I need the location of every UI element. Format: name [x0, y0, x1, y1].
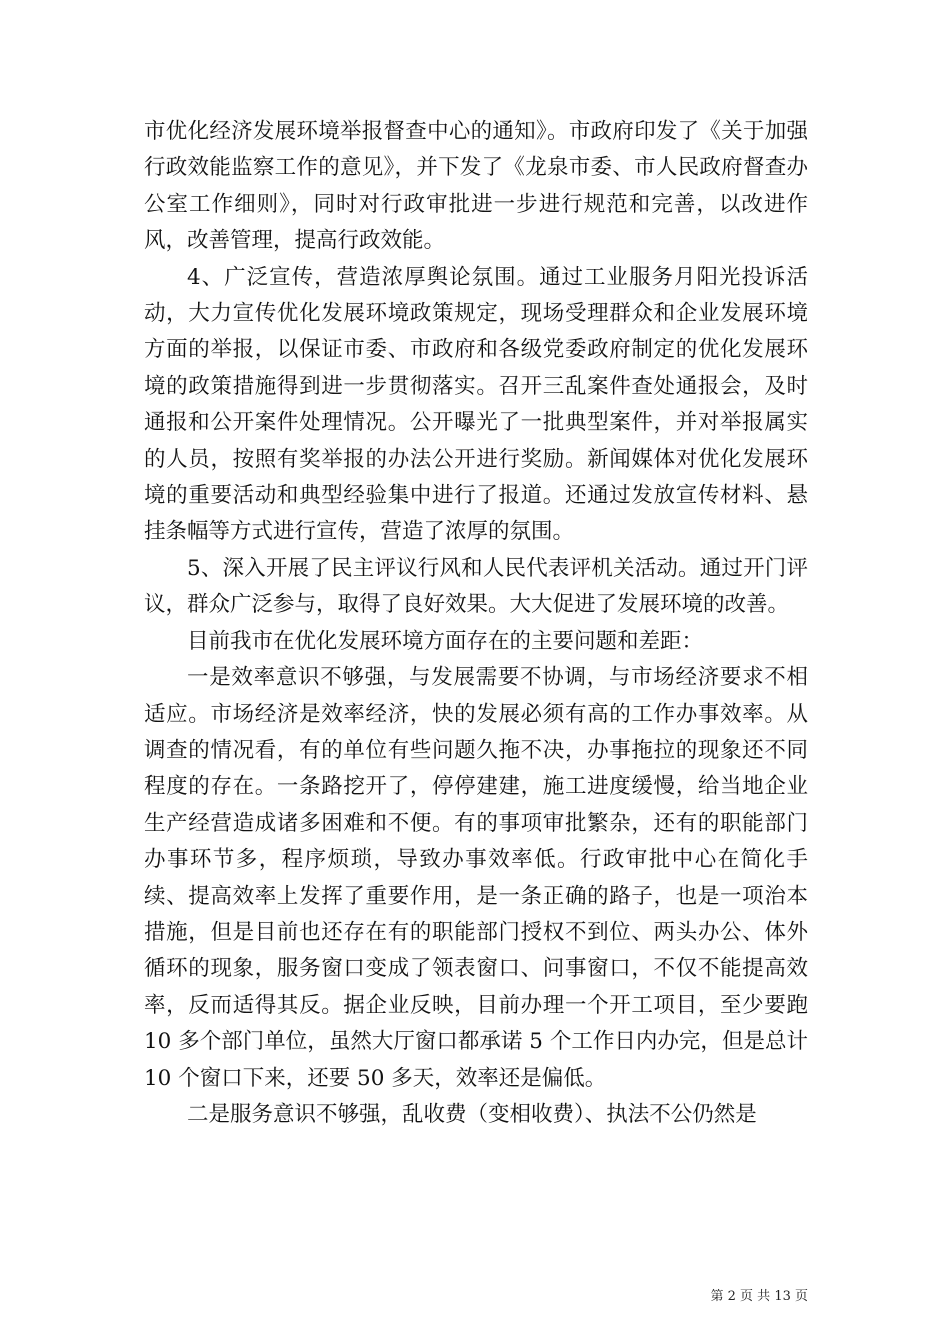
paragraph-3: 5、深入开展了民主评议行风和人民代表评机关活动。通过开门评议，群众广泛参与，取得了良好效果。大大促进了发展环境的改善。 — [144, 555, 808, 618]
paragraph-6: 二是服务意识不够强，乱收费（变相收费）、执法不公仍然是 — [187, 1101, 757, 1127]
paragraph-5: 一是效率意识不够强，与发展需要不协调，与市场经济要求不相适应。市场经济是效率经济，快的发展必须有高的工作办事效率。从调查的情况看，有的单位有些问题久拖不决，办事拖拉的现象还不同程度的存在。一条路挖开了，停停建建，施工进度缓慢，给当地企业生产经营造成诸多困难和不便。有的事项审批繁杂，还有的职能部门办事环节多，程序烦琐，导致办事效率低。行政审批中心在简化手续、提高效率上发挥了重要作用，是一条正确的路子，也是一项治本措施，但是目前也还存在有的职能部门授权不到位、两头办公、体外循环的现象，服务窗口变成了领表窗口、问事窗口，不仅不能提高效率，反而适得其反。据企业反映，目前办理一个开工项目，至少要跑 10 多个部门单位，虽然大厅窗口都承诺 5 个工作日内办完，但是总计 10 个窗口下来，还要 50 多天，效率还是偏低。 — [144, 665, 808, 1091]
paragraph-1: 市优化经济发展环境举报督查中心的通知》。市政府印发了《关于加强行政效能监察工作的意见》，并下发了《龙泉市委、市人民政府督查办公室工作细则》，同时对行政审批进一步进行规范和完善，以改进作风，改善管理，提高行政效能。 — [144, 119, 808, 254]
paragraph-2: 4、广泛宣传，营造浓厚舆论氛围。通过工业服务月阳光投诉活动，大力宣传优化发展环境政策规定，现场受理群众和企业发展环境方面的举报，以保证市委、市政府和各级党委政府制定的优化发展环境的政策措施得到进一步贯彻落实。召开三乱案件查处通报会，及时通报和公开案件处理情况。公开曝光了一批典型案件，并对举报属实的人员，按照有奖举报的办法公开进行奖励。新闻媒体对优化发展环境的重要活动和典型经验集中进行了报道。还通过发放宣传材料、悬挂条幅等方式进行宣传，营造了浓厚的氛围。 — [144, 264, 808, 545]
document-body — [144, 114, 808, 1133]
page-number-footer: 第 2 页 共 13 页 — [710, 1289, 808, 1304]
paragraph-4: 目前我市在优化发展环境方面存在的主要问题和差距： — [187, 628, 704, 654]
